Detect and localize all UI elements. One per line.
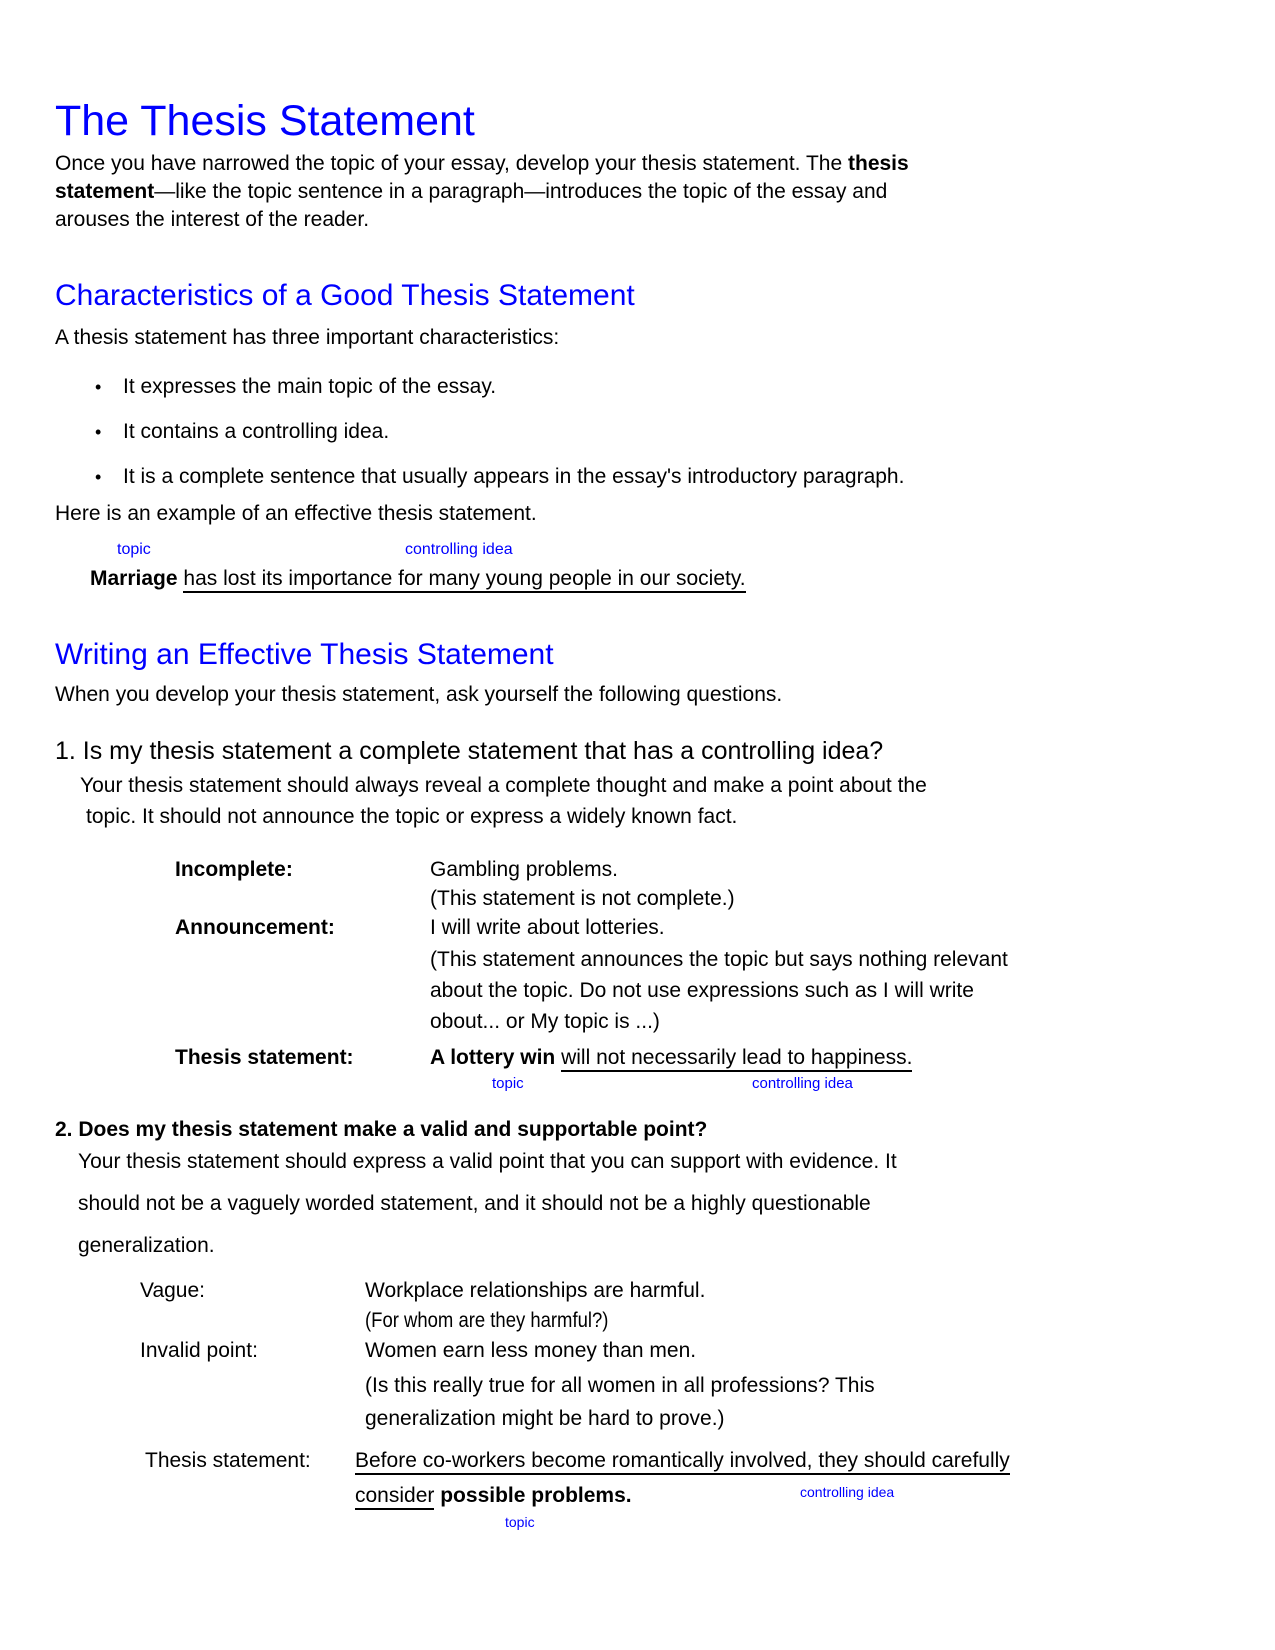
example-row-announcement	[55, 913, 1225, 942]
row-label: Vague:	[140, 1279, 205, 1302]
row-note	[55, 1306, 1225, 1336]
writing-lead: When you develop your thesis statement, ask yourself the following questions.	[55, 683, 783, 706]
thesis-controlling-text: has lost its importance for many young people in our society.	[183, 567, 745, 593]
intro-line	[55, 150, 1225, 178]
question-2-body	[55, 1150, 1225, 1258]
row-label: Announcement:	[175, 916, 335, 939]
bullet-text: It is a complete sentence that usually appears in the essay's introductory paragraph.	[123, 465, 905, 488]
annotation-topic-label: topic	[117, 541, 151, 558]
bullet-icon: •	[95, 377, 102, 397]
row-note	[55, 944, 1225, 1037]
bullet-icon: •	[95, 422, 102, 442]
question-2-heading: 2. Does my thesis statement make a valid and supportable point?	[55, 1118, 708, 1141]
annotation-topic-label: topic	[492, 1075, 524, 1092]
row-note: (This statement is not complete.)	[430, 887, 735, 910]
example-row-vague	[55, 1276, 1225, 1306]
example-thesis-sentence	[90, 565, 1225, 593]
annotation-controlling-label: controlling idea	[800, 1484, 895, 1500]
question-1-heading: 1. Is my thesis statement a complete statement that has a controlling idea?	[55, 737, 884, 765]
section-heading-characteristics: Characteristics of a Good Thesis Statement	[55, 279, 635, 312]
row-value: I will write about lotteries.	[430, 916, 665, 939]
row-note	[55, 1369, 1225, 1435]
annotation-row	[355, 1512, 1225, 1536]
thesis-topic-text: possible problems.	[440, 1484, 632, 1507]
intro-text: Once you have narrowed the topic of your essay, develop your thesis statement. The	[55, 152, 848, 175]
row-label: Invalid point:	[140, 1339, 258, 1362]
intro-line	[55, 178, 1225, 206]
q2-body-line: should not be a vaguely worded statement, and it should not be a highly questionable	[78, 1192, 871, 1215]
bullet-text: It expresses the main topic of the essay.	[123, 375, 497, 398]
characteristics-bullet-list	[55, 373, 1225, 491]
row-value: Workplace relationships are harmful.	[365, 1279, 706, 1302]
intro-text: —like the topic sentence in a paragraph—introduces the topic of the essay and	[154, 180, 888, 203]
characteristics-lead: A thesis statement has three important characteristics:	[55, 326, 560, 349]
thesis-controlling-text: will not necessarily lead to happiness.	[561, 1046, 912, 1072]
example-row-thesis	[55, 1446, 1225, 1536]
note-text: (For whom are they harmful?)	[365, 1309, 609, 1332]
intro-line: arouses the interest of the reader.	[55, 208, 370, 231]
note-line: (Is this really true for all women in all professions? This	[365, 1374, 875, 1397]
annotation-row	[55, 1074, 1225, 1098]
bullet-text: It contains a controlling idea.	[123, 420, 390, 443]
q2-body-line: generalization.	[78, 1234, 215, 1257]
intro-bold-thesis: thesis	[848, 152, 909, 175]
example-row-thesis	[55, 1043, 1225, 1072]
row-value	[355, 1446, 1225, 1536]
note-line: generalization might be hard to prove.)	[365, 1407, 725, 1430]
document-title: The Thesis Statement	[55, 97, 475, 145]
bullet-item	[55, 373, 1225, 401]
note-line: (This statement announces the topic but says nothing relevant	[430, 948, 1008, 971]
thesis-line-2	[355, 1482, 1225, 1510]
thesis-topic-text: A lottery win	[430, 1046, 556, 1069]
annotation-controlling-label: controlling idea	[752, 1075, 853, 1092]
example-caption: Here is an example of an effective thesis statement.	[55, 502, 537, 525]
q1-body-line: topic. It should not announce the topic or express a widely known fact.	[86, 805, 738, 828]
bullet-item	[55, 463, 1225, 491]
thesis-underlined-text: consider	[355, 1484, 434, 1510]
row-label: Incomplete:	[175, 858, 293, 881]
example-table-1	[55, 855, 1225, 1072]
row-value: Women earn less money than men.	[365, 1339, 697, 1362]
section-heading-writing: Writing an Effective Thesis Statement	[55, 638, 554, 671]
row-label: Thesis statement:	[175, 1046, 354, 1069]
row-value: Gambling problems.	[430, 858, 618, 881]
row-label: Thesis statement:	[145, 1449, 311, 1472]
q1-body-line: Your thesis statement should always reveal a complete thought and make a point about the	[80, 774, 927, 797]
bullet-item	[55, 418, 1225, 446]
annotation-controlling-label: controlling idea	[405, 541, 513, 558]
note-line: obout... or My topic is ...)	[430, 1010, 660, 1033]
example-row-incomplete	[55, 855, 1225, 884]
row-value	[430, 1043, 1225, 1072]
thesis-line-1: Before co-workers become romantically involved, they should carefully	[355, 1449, 1010, 1475]
question-1-body	[55, 770, 1225, 832]
annotation-row	[55, 540, 1225, 562]
intro-bold-statement: statement	[55, 180, 155, 203]
bullet-icon: •	[95, 467, 102, 487]
note-line: about the topic. Do not use expressions such as I will write	[430, 979, 974, 1002]
annotation-topic-label: topic	[505, 1514, 535, 1530]
thesis-topic-text: Marriage	[90, 567, 178, 590]
intro-paragraph	[55, 150, 1225, 234]
example-row-invalid-point	[55, 1336, 1225, 1366]
q2-body-line: Your thesis statement should express a valid point that you can support with evidence. It	[78, 1150, 897, 1173]
example-table-2	[55, 1276, 1225, 1536]
